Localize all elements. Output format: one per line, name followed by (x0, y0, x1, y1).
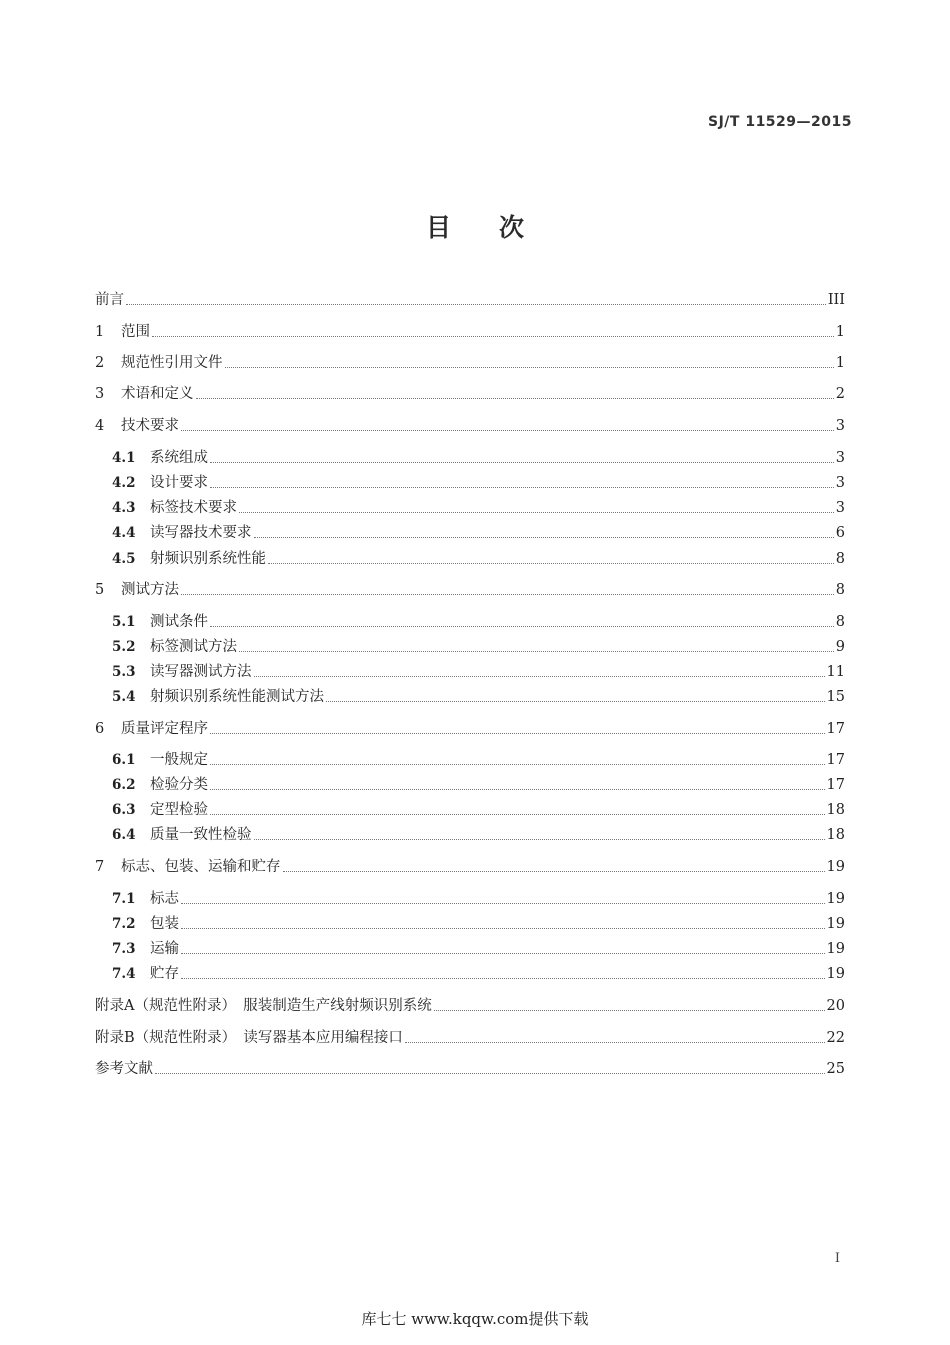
toc-entry-label: 定型检验 (150, 802, 208, 818)
toc-entry-page: 18 (826, 802, 845, 818)
toc-entry-number: 4.5 (112, 551, 136, 567)
toc-entry[interactable] (95, 912, 845, 934)
toc-entry-number: 5.1 (112, 614, 136, 630)
toc-entry[interactable] (95, 382, 845, 404)
toc-entry-page: 8 (835, 551, 845, 567)
toc-entry-label: 标志、包装、运输和贮存 (121, 859, 281, 875)
toc-leader-dots (196, 398, 834, 399)
toc-entry-label: 术语和定义 (121, 386, 194, 402)
toc-entry-number: 5.2 (112, 639, 136, 655)
download-footer: 库七七 www.kqqw.com提供下载 (361, 1310, 589, 1328)
toc-entry[interactable] (95, 288, 845, 310)
toc-leader-dots (225, 367, 834, 368)
toc-entry-page: 2 (835, 386, 845, 402)
toc-entry-page: 8 (835, 582, 845, 598)
toc-entry-page: 18 (826, 827, 845, 843)
toc-leader-dots (254, 676, 825, 677)
toc-entry[interactable] (95, 994, 845, 1016)
toc-leader-dots (210, 626, 834, 627)
toc-entry-page: 3 (835, 500, 845, 516)
toc-entry-number: 6.1 (112, 752, 136, 768)
toc-entry[interactable] (95, 521, 845, 543)
toc-leader-dots (210, 764, 825, 765)
toc-entry[interactable] (95, 685, 845, 707)
toc-entry-label: 一般规定 (150, 752, 208, 768)
toc-entry-page: 11 (826, 664, 845, 680)
toc-entry-page: 19 (826, 859, 845, 875)
toc-leader-dots (283, 871, 825, 872)
toc-entry[interactable] (95, 547, 845, 569)
toc-entry-page: 19 (826, 941, 845, 957)
toc-entry-page: 8 (835, 614, 845, 630)
toc-entry[interactable] (95, 798, 845, 820)
toc-leader-dots (210, 789, 825, 790)
toc-entry-label: 技术要求 (121, 418, 179, 434)
toc-entry[interactable] (95, 962, 845, 984)
toc-leader-dots (210, 733, 825, 734)
toc-leader-dots (239, 651, 834, 652)
toc-leader-dots (254, 537, 834, 538)
toc-entry[interactable] (95, 660, 845, 682)
toc-entry-page: 3 (835, 418, 845, 434)
toc-entry-label: 读写器测试方法 (150, 664, 252, 680)
toc-entry-number: 7.3 (112, 941, 136, 957)
toc-entry-number: 5.3 (112, 664, 136, 680)
toc-entry[interactable] (95, 773, 845, 795)
toc-leader-dots (181, 953, 825, 954)
toc-entry-number: 6.4 (112, 827, 136, 843)
toc-entry-label: 标志 (150, 891, 179, 907)
toc-entry-page: 9 (835, 639, 845, 655)
toc-entry-number: 5 (95, 582, 105, 598)
toc-entry-label: 质量评定程序 (121, 721, 208, 737)
toc-entry-label: 设计要求 (150, 475, 208, 491)
toc-leader-dots (254, 839, 825, 840)
toc-entry-page: 17 (826, 721, 845, 737)
toc-entry-number: 3 (95, 386, 105, 402)
toc-entry[interactable] (95, 414, 845, 436)
toc-entry-label: 运输 (150, 941, 179, 957)
toc-leader-dots (152, 336, 834, 337)
toc-entry-number: 4.3 (112, 500, 136, 516)
toc-entry[interactable] (95, 635, 845, 657)
toc-entry-page: 22 (826, 1030, 845, 1046)
toc-entry[interactable] (95, 610, 845, 632)
toc-entry[interactable] (95, 471, 845, 493)
toc-entry-label: 包装 (150, 916, 179, 932)
toc-entry[interactable] (95, 887, 845, 909)
toc-entry-number: 6.3 (112, 802, 136, 818)
toc-leader-dots (268, 563, 834, 564)
toc-entry-label: 附录A（规范性附录） 服装制造生产线射频识别系统 (95, 998, 432, 1014)
toc-entry-page: 19 (826, 966, 845, 982)
toc-entry-page: 6 (835, 525, 845, 541)
toc-entry-label: 检验分类 (150, 777, 208, 793)
toc-entry[interactable] (95, 717, 845, 739)
document-number: SJ/T 11529—2015 (708, 114, 852, 130)
toc-leader-dots (155, 1073, 825, 1074)
toc-leader-dots (210, 814, 825, 815)
toc-entry-number: 1 (95, 324, 105, 340)
toc-entry-label: 参考文献 (95, 1061, 153, 1077)
toc-entry-page: III (827, 292, 845, 308)
toc-entry[interactable] (95, 1026, 845, 1048)
toc-entry-label: 标签测试方法 (150, 639, 237, 655)
toc-entry-label: 规范性引用文件 (121, 355, 223, 371)
toc-entry-number: 7.4 (112, 966, 136, 982)
toc-entry-label: 贮存 (150, 966, 179, 982)
toc-entry-label: 测试条件 (150, 614, 208, 630)
toc-entry-page: 25 (826, 1061, 845, 1077)
toc-leader-dots (181, 903, 825, 904)
toc-entry[interactable] (95, 855, 845, 877)
toc-entry-label: 质量一致性检验 (150, 827, 252, 843)
toc-entry-page: 15 (826, 689, 845, 705)
toc-leader-dots (434, 1010, 825, 1011)
toc-entry-number: 7.2 (112, 916, 136, 932)
toc-leader-dots (210, 462, 834, 463)
toc-entry[interactable] (95, 823, 845, 845)
toc-leader-dots (326, 701, 825, 702)
toc-leader-dots (239, 512, 834, 513)
toc-entry-number: 6.2 (112, 777, 136, 793)
toc-entry-label: 射频识别系统性能 (150, 551, 266, 567)
page-title: 目次 (425, 213, 572, 242)
toc-leader-dots (210, 487, 834, 488)
toc-entry-number: 4 (95, 418, 105, 434)
toc-entry-page: 19 (826, 916, 845, 932)
toc-entry[interactable] (95, 446, 845, 468)
toc-entry[interactable] (95, 578, 845, 600)
toc-leader-dots (181, 978, 825, 979)
toc-entry-number: 4.4 (112, 525, 136, 541)
toc-leader-dots (126, 304, 826, 305)
toc-entry-number: 6 (95, 721, 105, 737)
toc-entry-label: 标签技术要求 (150, 500, 237, 516)
toc-leader-dots (181, 430, 834, 431)
toc-entry-number: 2 (95, 355, 105, 371)
toc-entry-label: 系统组成 (150, 450, 208, 466)
toc-entry-label: 读写器技术要求 (150, 525, 252, 541)
toc-leader-dots (405, 1042, 825, 1043)
toc-entry-label: 范围 (121, 324, 150, 340)
toc-entry-label: 前言 (95, 292, 124, 308)
toc-entry-page: 3 (835, 450, 845, 466)
toc-entry-page: 17 (826, 752, 845, 768)
toc-entry-label: 射频识别系统性能测试方法 (150, 689, 324, 705)
toc-entry-page: 19 (826, 891, 845, 907)
toc-entry[interactable] (95, 351, 845, 373)
toc-entry-page: 20 (826, 998, 845, 1014)
toc-entry[interactable] (95, 1057, 845, 1079)
toc-entry-page: 1 (835, 355, 845, 371)
toc-leader-dots (181, 928, 825, 929)
toc-entry[interactable] (95, 320, 845, 342)
toc-entry-label: 测试方法 (121, 582, 179, 598)
toc-entry-number: 4.1 (112, 450, 136, 466)
toc-entry-page: 3 (835, 475, 845, 491)
page-number: I (834, 1251, 840, 1266)
toc-entry-page: 1 (835, 324, 845, 340)
toc-entry-page: 17 (826, 777, 845, 793)
toc-entry-number: 5.4 (112, 689, 136, 705)
toc-entry-label: 附录B（规范性附录） 读写器基本应用编程接口 (95, 1030, 403, 1046)
toc-leader-dots (181, 594, 834, 595)
toc-entry-number: 4.2 (112, 475, 136, 491)
toc-entry[interactable] (95, 937, 845, 959)
toc-entry[interactable] (95, 496, 845, 518)
toc-entry-number: 7 (95, 859, 105, 875)
toc-entry-number: 7.1 (112, 891, 136, 907)
toc-entry[interactable] (95, 748, 845, 770)
